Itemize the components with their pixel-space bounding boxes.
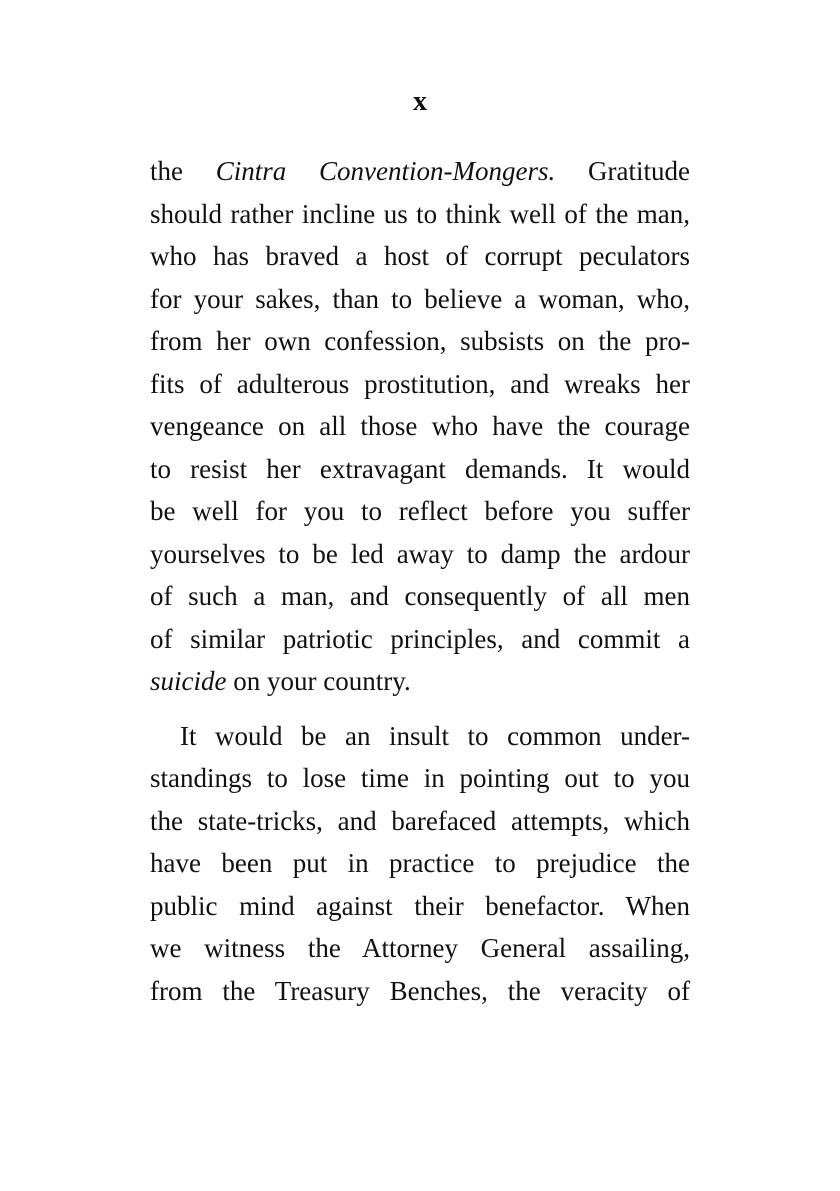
text-line: be well for you to reflect before you suffer: [150, 496, 690, 526]
text-line: from her own confession, subsists on the pro-: [150, 326, 690, 356]
text-line: the state-tricks, and barefaced attempts, which: [150, 805, 690, 836]
italic-phrase: Cintra Convention-Mongers.: [215, 156, 556, 186]
body-text: [150, 150, 690, 1012]
text-line: who has braved a host of corrupt peculators: [150, 241, 690, 271]
text-line: yourselves to be led away to damp the ardour: [150, 538, 690, 569]
text-line: suicide on your country.: [150, 666, 411, 696]
text-line: we witness the Attorney General assailing,: [150, 933, 690, 963]
text-line: the Cintra Convention-Mongers. Gratitude: [150, 156, 690, 186]
paragraph: [150, 150, 690, 703]
paragraph: [150, 715, 690, 1013]
text-line: public mind against their benefactor. When: [150, 890, 690, 921]
text-line: It would be an insult to common under-: [180, 720, 690, 751]
text-line: from the Treasury Benches, the veracity of: [150, 975, 690, 1006]
text-line: vengeance on all those who have the courage: [150, 411, 690, 441]
paragraph-gap: [150, 703, 690, 715]
text-line: of similar patriotic principles, and commit a: [150, 623, 690, 654]
text-line: have been put in practice to prejudice the: [150, 848, 690, 878]
text-line: standings to lose time in pointing out to you: [150, 763, 690, 793]
text-line: for your sakes, than to believe a woman, who,: [150, 283, 690, 314]
text-line: fits of adulterous prostitution, and wreaks her: [150, 368, 690, 399]
page-number: x: [413, 86, 427, 117]
italic-word: suicide: [150, 666, 227, 696]
text-line: to resist her extravagant demands. It would: [150, 453, 690, 484]
text-line: should rather incline us to think well of the man,: [150, 198, 690, 229]
text-line: of such a man, and consequently of all men: [150, 581, 690, 611]
